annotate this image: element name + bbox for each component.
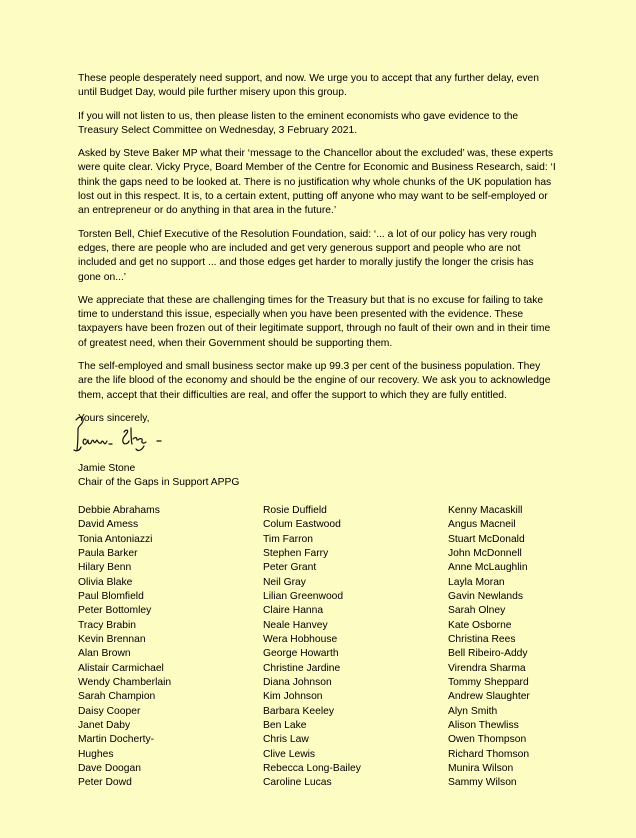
signatory-name: Alison Thewliss xyxy=(448,719,519,731)
signatories-column-1 xyxy=(78,504,171,791)
signatory-name: Anne McLaughlin xyxy=(448,562,528,574)
signatory-name: Tracy Brabin xyxy=(78,619,136,631)
signatory-name: Alan Brown xyxy=(78,648,131,660)
signatory-name: George Howarth xyxy=(263,648,339,660)
signatory-name: Neale Hanvey xyxy=(263,619,328,631)
signatory-name: Olivia Blake xyxy=(78,576,133,588)
closing-salutation: Yours sincerely, xyxy=(78,412,150,424)
signatory-name: Claire Hanna xyxy=(263,605,324,617)
handwritten-signature xyxy=(72,412,182,458)
signatory-name: Colum Eastwood xyxy=(263,519,341,531)
signatory-name: Neil Gray xyxy=(263,576,306,588)
signatory-name: Munira Wilson xyxy=(448,762,514,774)
signatory-name: Kevin Brennan xyxy=(78,633,146,645)
signatory-name: Peter Dowd xyxy=(78,777,132,789)
signatory-name: Virendra Sharma xyxy=(448,662,526,674)
signatory-name: Andrew Slaughter xyxy=(448,691,530,703)
signatory-name: Christina Rees xyxy=(448,633,516,645)
signatory-name: Kate Osborne xyxy=(448,619,512,631)
signatory-name: David Amess xyxy=(78,519,139,531)
signatory-name: Alyn Smith xyxy=(448,705,498,717)
paragraph-economists: If you will not listen to us, then please listen to the eminent economists who gave evidence to the Treasury Select Committee on Wednesday, 3 February 2021. xyxy=(78,110,519,136)
signatory-name: Rosie Duffield xyxy=(263,505,327,516)
signatory-name: Wendy Chamberlain xyxy=(78,676,172,688)
signatory-name: Stephen Farry xyxy=(263,547,329,559)
signatory-name: Tim Farron xyxy=(263,533,313,545)
signatory-name: Hilary Benn xyxy=(78,562,132,574)
signatory-name: Hughes xyxy=(78,748,114,760)
signatory-name: Kim Johnson xyxy=(263,691,323,703)
paragraph-torsten-bell: Torsten Bell, Chief Executive of the Resolution Foundation, said: ‘... a lot of our policy has very rough edges, there are people who are included and get very generous support and people who are not included and get no support ... and those edges get harder to morally justify the longer the crisis has gone on...’ xyxy=(78,228,537,283)
signatory-name: Lilian Greenwood xyxy=(263,590,344,602)
signatory-name: Ben Lake xyxy=(263,719,307,731)
signatory-name: Wera Hobhouse xyxy=(263,633,338,645)
signatory-name: Tommy Sheppard xyxy=(448,676,529,688)
signatories-column-2 xyxy=(263,504,361,791)
signatory-name: Chris Law xyxy=(263,734,309,746)
signatory-name: Gavin Newlands xyxy=(448,590,523,602)
paragraph-vicky-pryce: Asked by Steve Baker MP what their ‘message to the Chancellor about the excluded’ was, these experts were quite clear. Vicky Pryce, Board Member of the Centre for Economic and Business Research, said: ‘I think the gaps need to be looked at. There is no justification why whole chunks of the UK population has lost out in this respect. It is, to a certain extent, putting off anyone who may want to be self-employed or an entrepreneur or do anything in that area in the future.’ xyxy=(78,148,556,217)
paragraph-appreciate: We appreciate that these are challenging times for the Treasury but that is no excuse for failing to take time to understand this issue, especially when you have been presented with the evidence. These taxpayers have been frozen out of their legitimate support, through no fault of their own and in their time of greatest need, when their Government should be supporting them. xyxy=(78,294,551,349)
signatory-name: Alistair Carmichael xyxy=(78,662,164,674)
signatory-name: Barbara Keeley xyxy=(263,705,334,717)
signatory-name: Diana Johnson xyxy=(263,676,332,688)
signatory-name: Christine Jardine xyxy=(263,662,341,674)
signatory-name: Peter Grant xyxy=(263,562,317,574)
signatory-name: Sarah Champion xyxy=(78,691,156,703)
signatory-name: Angus Macneil xyxy=(448,519,516,531)
letter-body xyxy=(78,72,556,435)
signatory-name: John McDonnell xyxy=(448,547,522,559)
signatory-name: Sarah Olney xyxy=(448,605,506,617)
signatory-name: Daisy Cooper xyxy=(78,705,141,717)
signer-name: Jamie Stone xyxy=(78,463,136,474)
signatory-name: Dave Doogan xyxy=(78,762,141,774)
signatory-name: Paula Barker xyxy=(78,547,138,559)
signatory-name: Owen Thompson xyxy=(448,734,527,746)
signatory-name: Martin Docherty- xyxy=(78,734,155,746)
signatory-name: Peter Bottomley xyxy=(78,605,152,617)
signatory-name: Richard Thomson xyxy=(448,748,530,760)
signer-block xyxy=(78,462,239,491)
signatory-name: Sammy Wilson xyxy=(448,777,517,789)
signatory-name: Stuart McDonald xyxy=(448,533,525,545)
signatory-name: Debbie Abrahams xyxy=(78,505,160,516)
signatory-name: Rebecca Long-Bailey xyxy=(263,762,361,774)
signatory-name: Bell Ribeiro-Addy xyxy=(448,648,528,660)
signatory-name: Kenny Macaskill xyxy=(448,505,523,516)
signatory-name: Paul Blomfield xyxy=(78,590,144,602)
paragraph-self-employed: The self-employed and small business sector make up 99.3 per cent of the business population. They are the life blood of the economy and should be the engine of our recovery. We ask you to acknowledge them, accept that their difficulties are real, and offer the support to which they are fully entitled. xyxy=(78,361,551,401)
signatory-name: Caroline Lucas xyxy=(263,777,332,789)
signatory-name: Janet Daby xyxy=(78,719,131,731)
signatory-name: Tonia Antoniazzi xyxy=(78,533,153,545)
signer-title: Chair of the Gaps in Support APPG xyxy=(78,477,240,489)
signatory-name: Layla Moran xyxy=(448,576,505,588)
paragraph-urge: These people desperately need support, and now. We urge you to accept that any further delay, even until Budget Day, would pile further misery upon this group. xyxy=(78,73,539,99)
signatory-name: Clive Lewis xyxy=(263,748,316,760)
signatories-column-3 xyxy=(448,504,530,791)
